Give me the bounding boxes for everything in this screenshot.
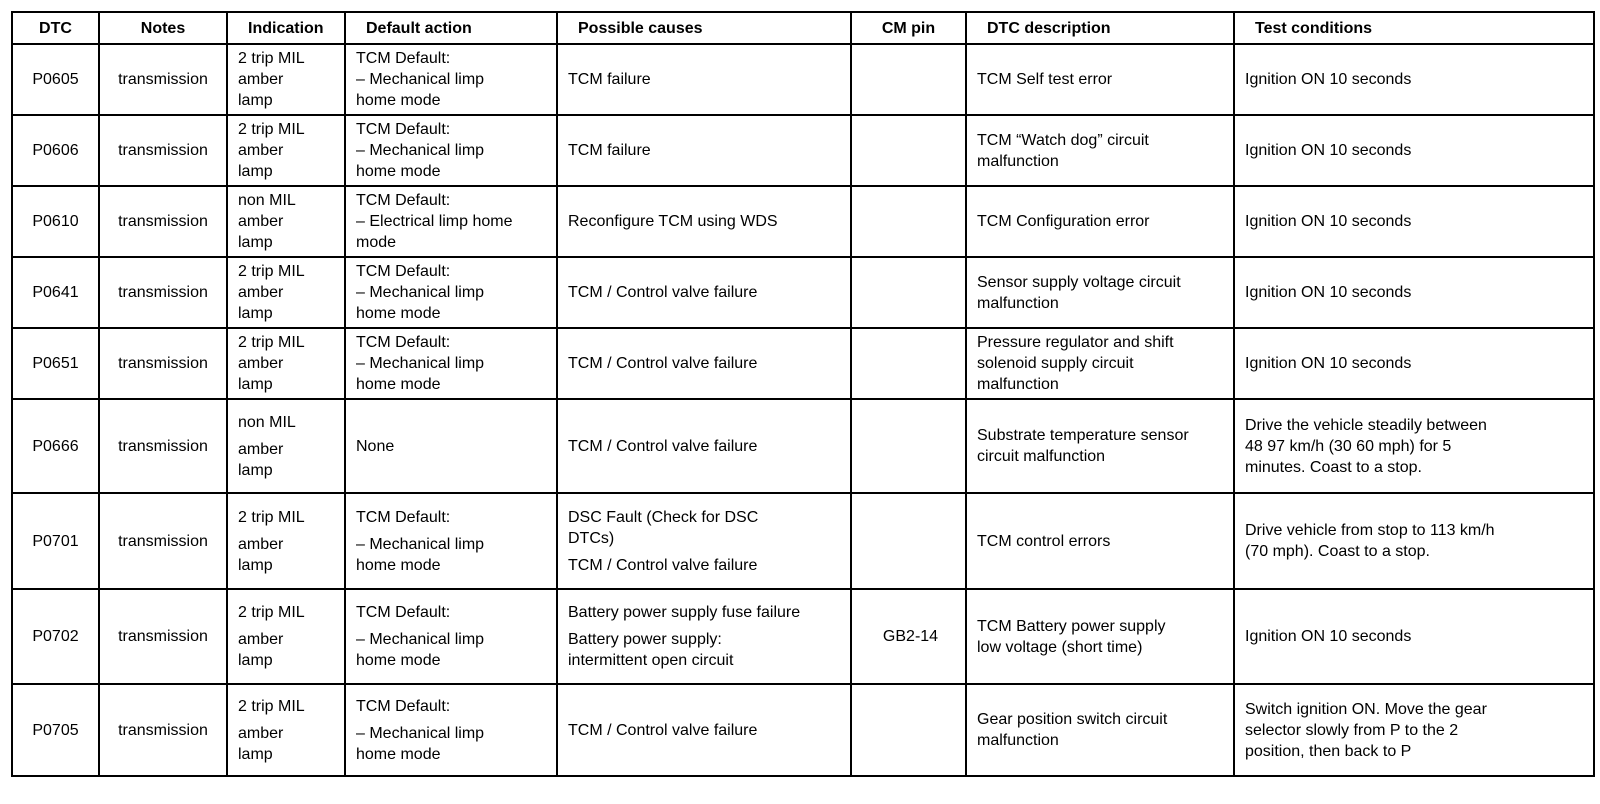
cell-dtc-description: [966, 493, 1234, 589]
header-notes: Notes: [99, 12, 227, 44]
cell-dtc: P0641: [12, 257, 99, 328]
cell-line: Ignition ON 10 seconds: [1245, 142, 1412, 159]
cell-possible-causes: [557, 684, 851, 776]
cell-possible-causes: [557, 493, 851, 589]
cell-default-action: [345, 399, 557, 493]
cell-line: TCM Default:: [356, 263, 451, 280]
header-dtc-description: DTC description: [966, 12, 1234, 44]
cell-line: home mode: [356, 652, 441, 669]
cell-line: lamp: [238, 163, 273, 180]
cell-dtc-description: [966, 257, 1234, 328]
cell-line: Pressure regulator and shift: [977, 334, 1174, 351]
cell-line: home mode: [356, 305, 441, 322]
cell-line: amber: [238, 142, 284, 159]
cell-line: low voltage (short time): [977, 638, 1143, 656]
cell-line: – Electrical limp home: [356, 213, 513, 230]
cell-line: lamp: [238, 556, 273, 574]
cell-line: TCM / Control valve failure: [568, 355, 758, 372]
cell-possible-causes: [557, 589, 851, 684]
cell-indication: [227, 589, 345, 684]
cell-line: amber: [238, 71, 284, 88]
cell-line: TCM failure: [568, 142, 651, 159]
cell-line: amber: [238, 631, 284, 648]
cell-notes: transmission: [99, 257, 227, 328]
cell-dtc: P0651: [12, 328, 99, 399]
cell-dtc-description: [966, 186, 1234, 257]
cell-line: 2 trip MIL: [238, 508, 305, 526]
header-dtc: DTC: [12, 12, 99, 44]
header-row: [12, 12, 1594, 44]
table-row: [12, 328, 1594, 399]
cell-dtc-description: [966, 115, 1234, 186]
cell-dtc-description: [966, 328, 1234, 399]
cell-test-conditions: [1234, 684, 1594, 776]
cell-line: Ignition ON 10 seconds: [1245, 628, 1412, 645]
cell-line: amber: [238, 724, 284, 742]
cell-line: amber: [238, 535, 284, 553]
cell-dtc-description: [966, 589, 1234, 684]
cell-test-conditions: [1234, 589, 1594, 684]
cell-line: Sensor supply voltage circuit: [977, 273, 1181, 291]
cell-line: malfunction: [977, 376, 1059, 393]
cell-cm-pin: [851, 399, 966, 493]
cell-line: TCM control errors: [977, 532, 1111, 550]
cell-line: Drive vehicle from stop to 113 km/h: [1245, 522, 1495, 539]
table-row: [12, 44, 1594, 115]
cell-cm-pin: [851, 44, 966, 115]
cell-line: malfunction: [977, 294, 1059, 312]
cell-default-action: [345, 589, 557, 684]
cell-line: amber: [238, 440, 284, 458]
cell-line: 2 trip MIL: [238, 334, 305, 351]
cell-possible-causes: [557, 399, 851, 493]
cell-cm-pin: [851, 493, 966, 589]
cell-dtc-description: [966, 399, 1234, 493]
cell-line: TCM “Watch dog” circuit: [977, 131, 1149, 149]
cell-default-action: [345, 257, 557, 328]
cell-line: amber: [238, 213, 284, 230]
cell-cm-pin: GB2-14: [851, 589, 966, 684]
cell-line: home mode: [356, 376, 441, 393]
cell-line: Ignition ON 10 seconds: [1245, 284, 1412, 301]
cell-line: amber: [238, 284, 284, 301]
cell-line: minutes. Coast to a stop.: [1245, 458, 1422, 476]
cell-notes: transmission: [99, 589, 227, 684]
table-row: [12, 115, 1594, 186]
cell-dtc-description: [966, 44, 1234, 115]
cell-line: 2 trip MIL: [238, 121, 305, 138]
cell-line: lamp: [238, 376, 273, 393]
header-test-conditions: Test conditions: [1234, 12, 1594, 44]
cell-cm-pin: [851, 115, 966, 186]
cell-line: lamp: [238, 305, 273, 322]
header-indication: Indication: [227, 12, 345, 44]
cell-line: Switch ignition ON. Move the gear: [1245, 700, 1487, 718]
cell-line: TCM Self test error: [977, 71, 1113, 88]
cell-dtc: P0702: [12, 589, 99, 684]
cell-line: Battery power supply:: [568, 631, 722, 648]
cell-line: home mode: [356, 163, 441, 180]
cell-line: TCM Default:: [356, 697, 451, 715]
cell-cm-pin: [851, 257, 966, 328]
cell-line: None: [356, 437, 395, 455]
cell-line: circuit malfunction: [977, 448, 1106, 465]
cell-line: malfunction: [977, 152, 1059, 170]
cell-line: non MIL: [238, 413, 296, 431]
cell-notes: transmission: [99, 115, 227, 186]
table-row: [12, 684, 1594, 776]
cell-line: – Mechanical limp: [356, 142, 485, 159]
cell-test-conditions: [1234, 399, 1594, 493]
cell-default-action: [345, 684, 557, 776]
cell-line: TCM Default:: [356, 121, 451, 138]
cell-dtc: P0606: [12, 115, 99, 186]
table-row: [12, 186, 1594, 257]
cell-line: 2 trip MIL: [238, 697, 305, 715]
dtc-document: [11, 11, 1595, 777]
cell-line: selector slowly from P to the 2: [1245, 721, 1459, 739]
cell-line: Drive the vehicle steadily between: [1245, 416, 1487, 434]
cell-dtc: P0705: [12, 684, 99, 776]
cell-line: mode: [356, 234, 397, 251]
cell-dtc: P0605: [12, 44, 99, 115]
cell-line: – Mechanical limp: [356, 71, 485, 88]
cell-line: Battery power supply fuse failure: [568, 604, 801, 621]
cell-line: lamp: [238, 652, 273, 669]
cell-indication: [227, 328, 345, 399]
cell-line: lamp: [238, 745, 273, 763]
cell-indication: [227, 44, 345, 115]
cell-test-conditions: [1234, 186, 1594, 257]
cell-dtc-description: [966, 684, 1234, 776]
cell-default-action: [345, 115, 557, 186]
table-body: [12, 44, 1594, 776]
cell-line: TCM / Control valve failure: [568, 721, 758, 739]
cell-possible-causes: [557, 186, 851, 257]
cell-line: – Mechanical limp: [356, 355, 485, 372]
cell-line: TCM / Control valve failure: [568, 556, 758, 574]
cell-possible-causes: [557, 115, 851, 186]
header-cm-pin: CM pin: [851, 12, 966, 44]
cell-cm-pin: [851, 328, 966, 399]
cell-default-action: [345, 493, 557, 589]
cell-test-conditions: [1234, 257, 1594, 328]
cell-possible-causes: [557, 257, 851, 328]
cell-line: TCM Default:: [356, 604, 451, 621]
cell-notes: transmission: [99, 399, 227, 493]
cell-cm-pin: [851, 186, 966, 257]
cell-line: home mode: [356, 556, 441, 574]
cell-default-action: [345, 186, 557, 257]
cell-line: intermittent open circuit: [568, 652, 734, 669]
cell-test-conditions: [1234, 493, 1594, 589]
dtc-table: [11, 11, 1595, 777]
cell-line: lamp: [238, 234, 273, 251]
cell-possible-causes: [557, 44, 851, 115]
cell-line: lamp: [238, 461, 273, 479]
cell-indication: [227, 493, 345, 589]
cell-line: solenoid supply circuit: [977, 355, 1134, 372]
cell-line: home mode: [356, 92, 441, 109]
cell-line: TCM Default:: [356, 50, 451, 67]
cell-line: Gear position switch circuit: [977, 711, 1168, 728]
cell-line: TCM Default:: [356, 192, 451, 209]
cell-line: Ignition ON 10 seconds: [1245, 355, 1412, 372]
cell-line: TCM Default:: [356, 334, 451, 351]
cell-line: (70 mph). Coast to a stop.: [1245, 543, 1430, 560]
cell-indication: [227, 115, 345, 186]
cell-dtc: P0701: [12, 493, 99, 589]
cell-default-action: [345, 44, 557, 115]
cell-line: Ignition ON 10 seconds: [1245, 213, 1412, 230]
cell-indication: [227, 186, 345, 257]
cell-line: home mode: [356, 745, 441, 763]
cell-notes: transmission: [99, 186, 227, 257]
header-default-action: Default action: [345, 12, 557, 44]
table-row: [12, 493, 1594, 589]
cell-line: TCM Configuration error: [977, 213, 1150, 230]
cell-line: Substrate temperature sensor: [977, 427, 1189, 444]
cell-indication: [227, 399, 345, 493]
table-row: [12, 399, 1594, 493]
cell-line: DSC Fault (Check for DSC: [568, 508, 759, 526]
cell-possible-causes: [557, 328, 851, 399]
table-row: [12, 257, 1594, 328]
cell-line: TCM Default:: [356, 508, 451, 526]
cell-line: 2 trip MIL: [238, 50, 305, 67]
cell-test-conditions: [1234, 44, 1594, 115]
cell-line: Reconfigure TCM using WDS: [568, 213, 778, 230]
cell-line: TCM failure: [568, 71, 651, 88]
cell-line: 2 trip MIL: [238, 263, 305, 280]
cell-line: TCM / Control valve failure: [568, 284, 758, 301]
cell-line: non MIL: [238, 192, 296, 209]
cell-indication: [227, 684, 345, 776]
cell-line: malfunction: [977, 732, 1059, 749]
table-row: [12, 589, 1594, 684]
cell-line: – Mechanical limp: [356, 724, 485, 742]
cell-line: – Mechanical limp: [356, 535, 485, 553]
cell-line: – Mechanical limp: [356, 631, 485, 648]
cell-default-action: [345, 328, 557, 399]
cell-line: TCM Battery power supply: [977, 617, 1166, 635]
cell-cm-pin: [851, 684, 966, 776]
cell-indication: [227, 257, 345, 328]
cell-line: – Mechanical limp: [356, 284, 485, 301]
cell-line: lamp: [238, 92, 273, 109]
cell-line: position, then back to P: [1245, 742, 1412, 760]
cell-line: 2 trip MIL: [238, 604, 305, 621]
cell-dtc: P0666: [12, 399, 99, 493]
cell-line: TCM / Control valve failure: [568, 437, 758, 455]
cell-notes: transmission: [99, 684, 227, 776]
cell-dtc: P0610: [12, 186, 99, 257]
cell-test-conditions: [1234, 115, 1594, 186]
cell-line: DTCs): [568, 529, 615, 547]
cell-line: amber: [238, 355, 284, 372]
cell-notes: transmission: [99, 493, 227, 589]
cell-line: Ignition ON 10 seconds: [1245, 71, 1412, 88]
cell-line: 48 97 km/h (30 60 mph) for 5: [1245, 437, 1452, 455]
header-possible-causes: Possible causes: [557, 12, 851, 44]
cell-notes: transmission: [99, 328, 227, 399]
cell-notes: transmission: [99, 44, 227, 115]
cell-test-conditions: [1234, 328, 1594, 399]
